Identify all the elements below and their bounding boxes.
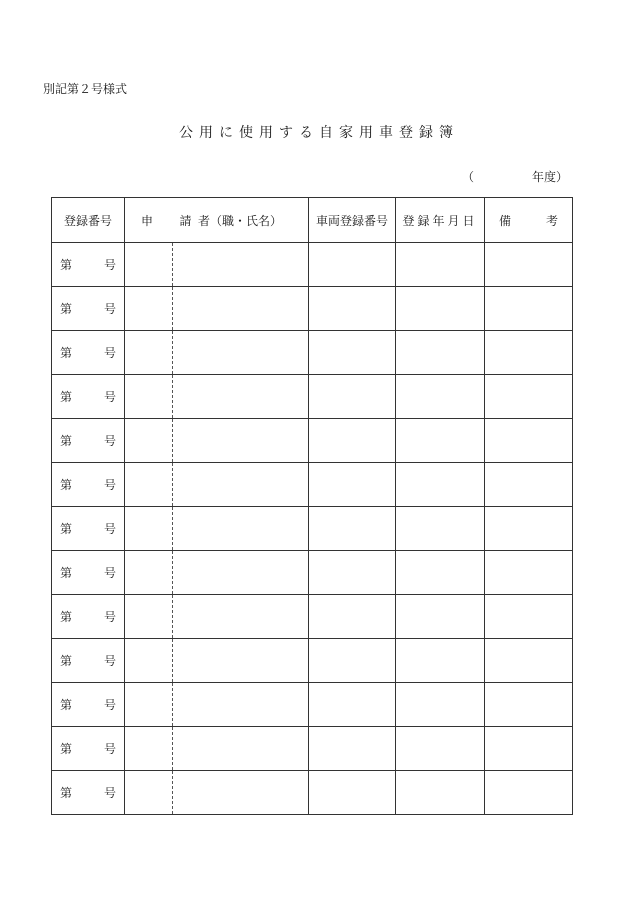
registration-table bbox=[51, 197, 573, 815]
applicant-name-cell[interactable] bbox=[173, 463, 309, 507]
table-row bbox=[52, 727, 573, 771]
registration-number-cell[interactable] bbox=[52, 727, 125, 771]
remarks-cell[interactable] bbox=[485, 639, 573, 683]
table-row bbox=[52, 683, 573, 727]
registration-date-cell[interactable] bbox=[396, 287, 485, 331]
registration-date-cell[interactable] bbox=[396, 463, 485, 507]
vehicle-number-cell[interactable] bbox=[309, 595, 396, 639]
registration-number-cell[interactable] bbox=[52, 331, 125, 375]
applicant-name-cell[interactable] bbox=[173, 727, 309, 771]
registration-number-prefix: 第 bbox=[60, 742, 73, 756]
remarks-cell[interactable] bbox=[485, 287, 573, 331]
header-registration-number bbox=[52, 198, 125, 243]
applicant-title-cell[interactable] bbox=[125, 595, 173, 639]
applicant-title-cell[interactable] bbox=[125, 287, 173, 331]
applicant-title-cell[interactable] bbox=[125, 375, 173, 419]
remarks-cell[interactable] bbox=[485, 771, 573, 815]
registration-number-prefix: 第 bbox=[60, 302, 73, 316]
registration-number-cell[interactable] bbox=[52, 595, 125, 639]
registration-date-cell[interactable] bbox=[396, 419, 485, 463]
remarks-cell[interactable] bbox=[485, 375, 573, 419]
applicant-title-cell[interactable] bbox=[125, 243, 173, 287]
registration-number-prefix: 第 bbox=[60, 522, 73, 536]
table-row bbox=[52, 331, 573, 375]
registration-number-prefix: 第 bbox=[60, 346, 73, 360]
table-row bbox=[52, 639, 573, 683]
form-label: 別記第２号様式 bbox=[43, 82, 128, 96]
applicant-name-cell[interactable] bbox=[173, 331, 309, 375]
registration-number-suffix: 号 bbox=[103, 654, 116, 668]
registration-number-suffix: 号 bbox=[103, 478, 116, 492]
registration-date-cell[interactable] bbox=[396, 507, 485, 551]
applicant-name-cell[interactable] bbox=[173, 683, 309, 727]
registration-number-suffix: 号 bbox=[103, 302, 116, 316]
registration-number-suffix: 号 bbox=[103, 742, 116, 756]
vehicle-number-cell[interactable] bbox=[309, 639, 396, 683]
applicant-name-cell[interactable] bbox=[173, 243, 309, 287]
table-row bbox=[52, 287, 573, 331]
applicant-name-cell[interactable] bbox=[173, 419, 309, 463]
applicant-title-cell[interactable] bbox=[125, 639, 173, 683]
header-registration-date-label: 登録年月日 bbox=[402, 213, 478, 228]
header-applicant-char-3: 者（職・氏名） bbox=[198, 213, 283, 228]
registration-number-suffix: 号 bbox=[103, 610, 116, 624]
vehicle-number-cell[interactable] bbox=[309, 683, 396, 727]
remarks-cell[interactable] bbox=[485, 683, 573, 727]
remarks-cell[interactable] bbox=[485, 551, 573, 595]
registration-number-suffix: 号 bbox=[103, 786, 116, 800]
year-open-paren: （ bbox=[462, 170, 475, 184]
registration-number-cell[interactable] bbox=[52, 639, 125, 683]
registration-date-cell[interactable] bbox=[396, 595, 485, 639]
year-label: 年度） bbox=[531, 170, 568, 184]
registration-number-prefix: 第 bbox=[60, 786, 73, 800]
registration-number-cell[interactable] bbox=[52, 287, 125, 331]
registration-number-prefix: 第 bbox=[60, 478, 73, 492]
registration-number-suffix: 号 bbox=[103, 346, 116, 360]
registration-number-prefix: 第 bbox=[60, 566, 73, 580]
remarks-cell[interactable] bbox=[485, 595, 573, 639]
registration-date-cell[interactable] bbox=[396, 551, 485, 595]
header-row bbox=[52, 198, 573, 243]
registration-number-prefix: 第 bbox=[60, 654, 73, 668]
remarks-cell[interactable] bbox=[485, 331, 573, 375]
header-vehicle-number-label: 車両登録番号 bbox=[316, 213, 389, 228]
header-applicant-char-2: 請 bbox=[179, 213, 192, 228]
registration-number-cell[interactable] bbox=[52, 771, 125, 815]
vehicle-number-cell[interactable] bbox=[309, 507, 396, 551]
applicant-title-cell[interactable] bbox=[125, 463, 173, 507]
applicant-title-cell[interactable] bbox=[125, 419, 173, 463]
vehicle-number-cell[interactable] bbox=[309, 727, 396, 771]
registration-date-cell[interactable] bbox=[396, 771, 485, 815]
vehicle-number-cell[interactable] bbox=[309, 375, 396, 419]
remarks-cell[interactable] bbox=[485, 243, 573, 287]
registration-date-cell[interactable] bbox=[396, 727, 485, 771]
remarks-cell[interactable] bbox=[485, 463, 573, 507]
header-vehicle-number bbox=[309, 198, 396, 243]
registration-number-suffix: 号 bbox=[103, 434, 116, 448]
applicant-name-cell[interactable] bbox=[173, 287, 309, 331]
vehicle-number-cell[interactable] bbox=[309, 243, 396, 287]
applicant-name-cell[interactable] bbox=[173, 771, 309, 815]
table-row bbox=[52, 551, 573, 595]
registration-date-cell[interactable] bbox=[396, 331, 485, 375]
applicant-title-cell[interactable] bbox=[125, 727, 173, 771]
header-registration-number-label: 登録番号 bbox=[63, 213, 112, 228]
registration-number-cell[interactable] bbox=[52, 419, 125, 463]
registration-number-cell[interactable] bbox=[52, 507, 125, 551]
applicant-name-cell[interactable] bbox=[173, 551, 309, 595]
registration-number-suffix: 号 bbox=[103, 522, 116, 536]
registration-date-cell[interactable] bbox=[396, 375, 485, 419]
registration-date-cell[interactable] bbox=[396, 639, 485, 683]
registration-date-cell[interactable] bbox=[396, 243, 485, 287]
registration-number-cell[interactable] bbox=[52, 375, 125, 419]
vehicle-number-cell[interactable] bbox=[309, 771, 396, 815]
registration-number-suffix: 号 bbox=[103, 566, 116, 580]
document-title: 公用に使用する自家用車登録簿 bbox=[179, 125, 459, 141]
table-row bbox=[52, 463, 573, 507]
registration-number-prefix: 第 bbox=[60, 610, 73, 624]
registration-number-suffix: 号 bbox=[103, 258, 116, 272]
registration-number-prefix: 第 bbox=[60, 390, 73, 404]
registration-number-prefix: 第 bbox=[60, 698, 73, 712]
vehicle-number-cell[interactable] bbox=[309, 463, 396, 507]
table-row bbox=[52, 243, 573, 287]
applicant-name-cell[interactable] bbox=[173, 639, 309, 683]
registration-number-suffix: 号 bbox=[103, 698, 116, 712]
applicant-title-cell[interactable] bbox=[125, 771, 173, 815]
remarks-cell[interactable] bbox=[485, 727, 573, 771]
registration-number-cell[interactable] bbox=[52, 243, 125, 287]
registration-number-cell[interactable] bbox=[52, 463, 125, 507]
header-remarks bbox=[485, 198, 573, 243]
vehicle-number-cell[interactable] bbox=[309, 287, 396, 331]
applicant-title-cell[interactable] bbox=[125, 507, 173, 551]
vehicle-number-cell[interactable] bbox=[309, 551, 396, 595]
table-row bbox=[52, 595, 573, 639]
table-row bbox=[52, 375, 573, 419]
table-row bbox=[52, 507, 573, 551]
vehicle-number-cell[interactable] bbox=[309, 419, 396, 463]
header-remarks-char-2: 考 bbox=[546, 213, 559, 228]
table-row bbox=[52, 419, 573, 463]
applicant-title-cell[interactable] bbox=[125, 683, 173, 727]
remarks-cell[interactable] bbox=[485, 419, 573, 463]
registration-number-cell[interactable] bbox=[52, 683, 125, 727]
header-applicant bbox=[125, 198, 309, 243]
header-applicant-char-1: 申 bbox=[141, 213, 154, 228]
applicant-title-cell[interactable] bbox=[125, 551, 173, 595]
remarks-cell[interactable] bbox=[485, 507, 573, 551]
applicant-title-cell[interactable] bbox=[125, 331, 173, 375]
registration-number-cell[interactable] bbox=[52, 551, 125, 595]
registration-date-cell[interactable] bbox=[396, 683, 485, 727]
applicant-name-cell[interactable] bbox=[173, 595, 309, 639]
applicant-name-cell[interactable] bbox=[173, 507, 309, 551]
vehicle-number-cell[interactable] bbox=[309, 331, 396, 375]
header-remarks-char-1: 備 bbox=[499, 213, 512, 228]
table-row bbox=[52, 771, 573, 815]
registration-number-prefix: 第 bbox=[60, 434, 73, 448]
header-registration-date bbox=[396, 198, 485, 243]
applicant-name-cell[interactable] bbox=[173, 375, 309, 419]
registration-number-prefix: 第 bbox=[60, 258, 73, 272]
registration-number-suffix: 号 bbox=[103, 390, 116, 404]
